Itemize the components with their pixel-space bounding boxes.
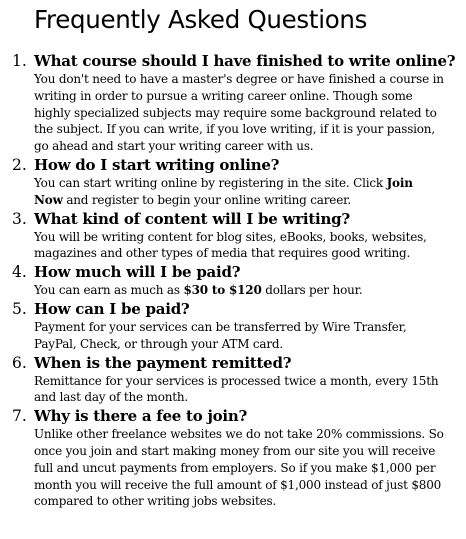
- faq-answer-text: You will be writing content for blog sites, eBooks, books, websites, magazines and other types of media that requires good writing.: [34, 229, 427, 261]
- faq-answer: [34, 229, 444, 263]
- faq-item: [0, 299, 466, 353]
- faq-list: [0, 51, 466, 510]
- faq-item: [0, 406, 466, 510]
- faq-answer: [34, 373, 444, 407]
- faq-number: 5.: [12, 299, 27, 318]
- faq-number: 4.: [12, 263, 27, 282]
- page-title: Frequently Asked Questions: [34, 5, 368, 34]
- faq-answer-text: You don't need to have a master's degree or have finished a course in writing in order to pursue a writing career online. Though some highly specialized subjects may require some background related to the subject. If you can write, if you love writing, if it is your passion, go ahead and start your writing career with us.: [34, 72, 444, 154]
- faq-item: [0, 209, 466, 263]
- faq-answer-text: Payment for your services can be transferred by Wire Transfer, PayPal, Check, or through your ATM card.: [34, 319, 407, 351]
- faq-question: How do I start writing online?: [34, 155, 280, 174]
- faq-question: What kind of content will I be writing?: [34, 209, 350, 228]
- faq-number: 1.: [12, 52, 27, 70]
- faq-number: 3.: [12, 209, 27, 228]
- faq-question: How can I be paid?: [34, 299, 190, 318]
- faq-answer-text: You can earn as much as: [34, 283, 184, 298]
- faq-answer: [34, 175, 444, 209]
- faq-answer-emphasis: $30 to $120: [183, 283, 262, 298]
- faq-question: When is the payment remitted?: [34, 353, 292, 372]
- faq-item: [0, 353, 466, 407]
- faq-question: How much will I be paid?: [34, 263, 241, 282]
- faq-question: What course should I have finished to write online?: [34, 52, 456, 70]
- faq-answer-text: and register to begin your online writing career.: [62, 192, 351, 207]
- faq-answer: [34, 319, 444, 353]
- faq-number: 7.: [12, 407, 27, 426]
- faq-answer: [34, 71, 444, 155]
- faq-answer-text: Unlike other freelance websites we do not take 20% commissions. So once you join and start making money from our site you will receive full and uncut payments from employers. So if you make $1,000 per month you will receive the full amount of $1,000 instead of just $800 compared to other writing jobs websites.: [34, 427, 444, 509]
- faq-item: [0, 155, 466, 209]
- faq-number: 6.: [12, 353, 27, 372]
- faq-number: 2.: [12, 155, 27, 174]
- faq-question: Why is there a fee to join?: [34, 407, 248, 426]
- faq-answer: [34, 282, 444, 299]
- faq-item: [0, 262, 466, 299]
- faq-item: [0, 51, 466, 155]
- faq-answer-emphasis: Join Now: [34, 175, 413, 207]
- faq-answer-text: Remittance for your services is processed twice a month, every 15th and last day of the month.: [34, 373, 439, 405]
- faq-answer-text: You can start writing online by registering in the site. Click: [34, 175, 387, 190]
- faq-answer-text: dollars per hour.: [261, 283, 363, 298]
- faq-answer: [34, 426, 444, 510]
